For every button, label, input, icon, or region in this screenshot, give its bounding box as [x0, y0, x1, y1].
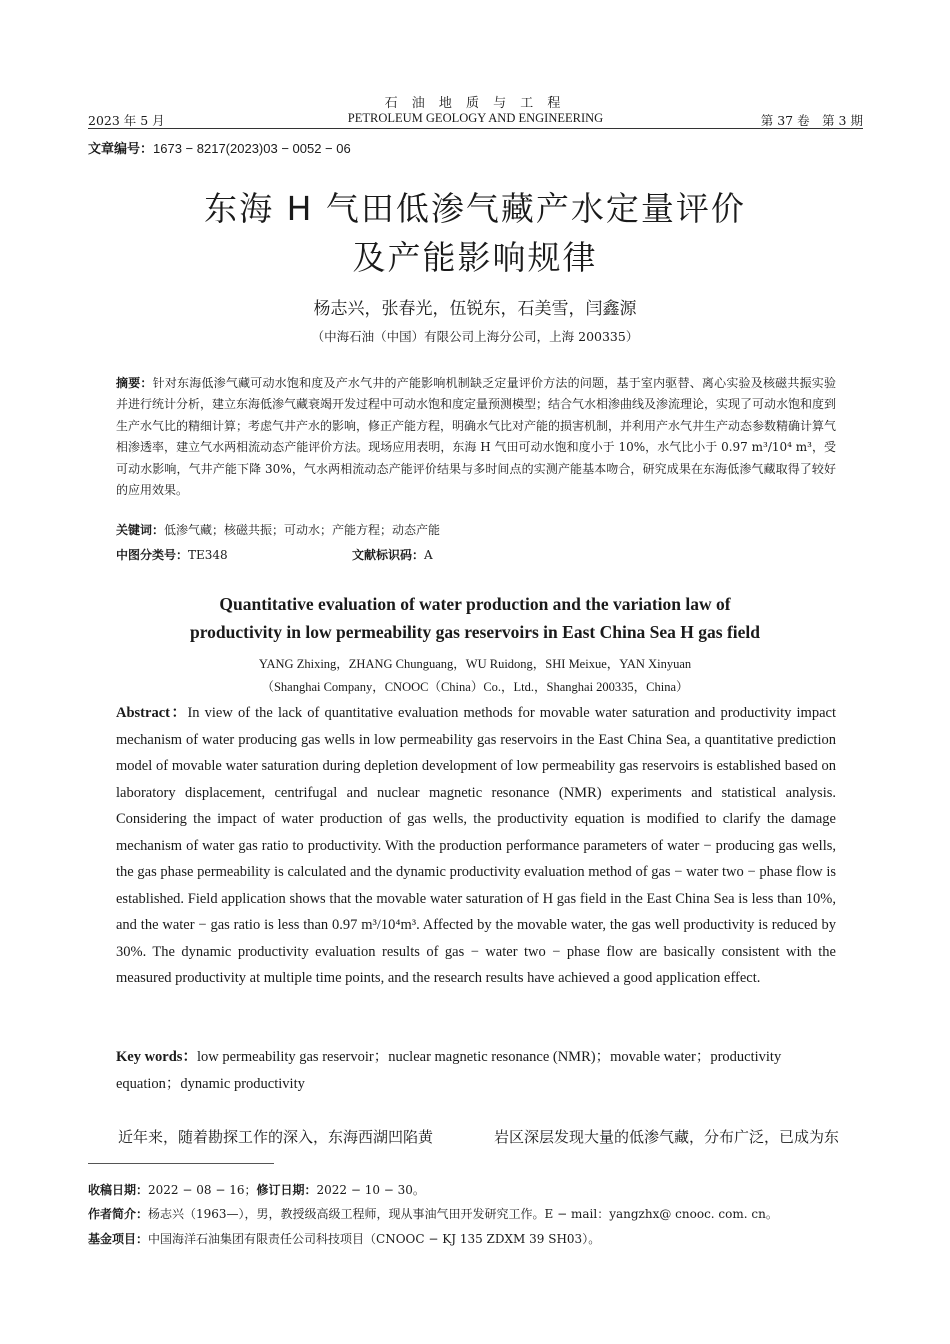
affiliation-cn: （中海石油（中国）有限公司上海分公司，上海 200335）: [311, 329, 639, 344]
abstract-en-text: In view of the lack of quantitative evaluation methods for movable water saturation and productivity impact mechanism of water producing gas wells in low permeability gas reservoirs in the East China Sea, a quantitative prediction model of movable water saturation during depletion development of low permeability gas reservoirs is established based on laboratory displacement, centrifugal and nuclear magnetic resonance (NMR) experiments and statistical analysis. Considering the impact of water production of gas wells, the productivity equation is modified to clarify the damage mechanism of water gas ratio to productivity. With the production performance parameters of water − producing gas wells, the gas phase permeability is calculated and the dynamic productivity evaluation method of gas − water two − phase flow is established. Field application shows that the movable water saturation of H gas field in the East China Sea is less than 10%, and the water − gas ratio is less than 0.97 m³/10⁴m³. Affected by the movable water, the gas well productivity is reduced by 30%. The dynamic productivity evaluation results of gas − water two − phase flow are basically consistent with the measured productivity at multiple time points, and the research results have achieved a good application effect.: [116, 705, 836, 986]
title-en-line-2: productivity in low permeability gas reservoirs in East China Sea H gas field: [189, 622, 761, 642]
keywords-en: [116, 1044, 836, 1097]
article-number-value: 1673 − 8217(2023)03 − 0052 − 06: [153, 141, 351, 156]
running-header: [88, 111, 863, 129]
footnote-author: [88, 1205, 868, 1222]
keywords-en-text: low permeability gas reservoir；nuclear magnetic resonance (NMR)；movable water；productivity equation；dynamic productivity: [116, 1049, 782, 1092]
abstract-cn: [116, 373, 836, 501]
revised-date: 2022 − 10 − 30。: [316, 1183, 425, 1197]
keywords-cn: [116, 520, 836, 541]
footnote-dates: [88, 1181, 868, 1198]
footnote-fund: [88, 1230, 868, 1247]
body-text-right-column: 岩区深层发现大量的低渗气藏，分布广泛，已成为东: [494, 1128, 840, 1146]
classification-row: [116, 545, 836, 566]
clc-value: TE348: [188, 548, 228, 562]
fund-label: 基金项目：: [88, 1232, 149, 1246]
abstract-en: [116, 700, 836, 992]
body-text-left-column: 近年来，随着勘探工作的深入，东海西湖凹陷黄: [118, 1128, 434, 1146]
fund-text: 中国海洋石油集团有限责任公司科技项目（CNOOC − KJ 135 ZDXM 39 SH03）。: [148, 1232, 601, 1246]
title-cn-line-2: 及产能影响规律: [352, 238, 598, 277]
author-bio-label: 作者简介：: [88, 1207, 149, 1221]
footnote-rule: [88, 1163, 274, 1164]
journal-name-en: PETROLEUM GEOLOGY AND ENGINEERING: [347, 111, 604, 125]
revised-label: 修订日期：: [256, 1183, 317, 1197]
article-number-label: 文章编号：: [88, 141, 154, 156]
doc-code-value: A: [424, 548, 433, 562]
author-bio-text: 杨志兴（1963—），男，教授级高级工程师，现从事油气田开发研究工作。E − mail：yangzhx@ cnooc. com. cn。: [148, 1207, 778, 1221]
issue-date: 2023 年 5 月: [88, 113, 165, 128]
journal-name-cn: 石 油 地 质 与 工 程: [384, 96, 566, 111]
abstract-cn-label: 摘要：: [116, 376, 153, 390]
keywords-cn-text: 低渗气藏；核磁共振；可动水；产能方程；动态产能: [164, 523, 441, 537]
authors-en: YANG Zhixing，ZHANG Chunguang，WU Ruidong，SHI Meixue，YAN Xinyuan: [258, 657, 692, 671]
received-date: 2022 − 08 − 16；: [148, 1183, 257, 1197]
title-cn-line-1: 东海 H 气田低渗气藏产水定量评价: [204, 189, 746, 228]
doc-code-label: 文献标识码：: [352, 548, 425, 562]
authors-cn: 杨志兴，张春光，伍锐东，石美雪，闫鑫源: [313, 299, 637, 319]
volume-issue: 第 37 卷 第 3 期: [760, 113, 863, 128]
keywords-cn-label: 关键词：: [116, 523, 165, 537]
abstract-cn-text: 针对东海低渗气藏可动水饱和度及产水气井的产能影响机制缺乏定量评价方法的问题，基于室内驱替、离心实验及核磁共振实验并进行统计分析，建立东海低渗气藏衰竭开发过程中可动水饱和度定量预测模型；结合气水相渗曲线及渗流理论，实现了可动水饱和度到生产水气比的精细计算；考虑气井产水的影响，修正产能方程，明确水气比对产能的损害机制，并利用产水气井生产动态参数精确计算气相渗透率，建立气水两相流动态产能评价方法。现场应用表明，东海 H 气田可动水饱和度小于 10%，水气比小于 0.97 m³/10⁴ m³，受可动水影响，气井产能下降 30%，气水两相流动态产能评价结果与多时间点的实测产能基本吻合，研究成果在东海低渗气藏取得了较好的应用效果。: [116, 376, 837, 498]
keywords-en-label: Key words：: [116, 1049, 197, 1065]
title-en-line-1: Quantitative evaluation of water production and the variation law of: [219, 594, 731, 614]
clc-label: 中图分类号：: [116, 548, 189, 562]
article-number: [88, 138, 351, 157]
doc-code: [352, 545, 433, 566]
abstract-en-label: Abstract：: [116, 705, 188, 721]
received-label: 收稿日期：: [88, 1183, 149, 1197]
header-rule: [88, 128, 863, 129]
affiliation-en: （Shanghai Company，CNOOC（China）Co.，Ltd.，Shanghai 200335，China）: [261, 680, 689, 694]
